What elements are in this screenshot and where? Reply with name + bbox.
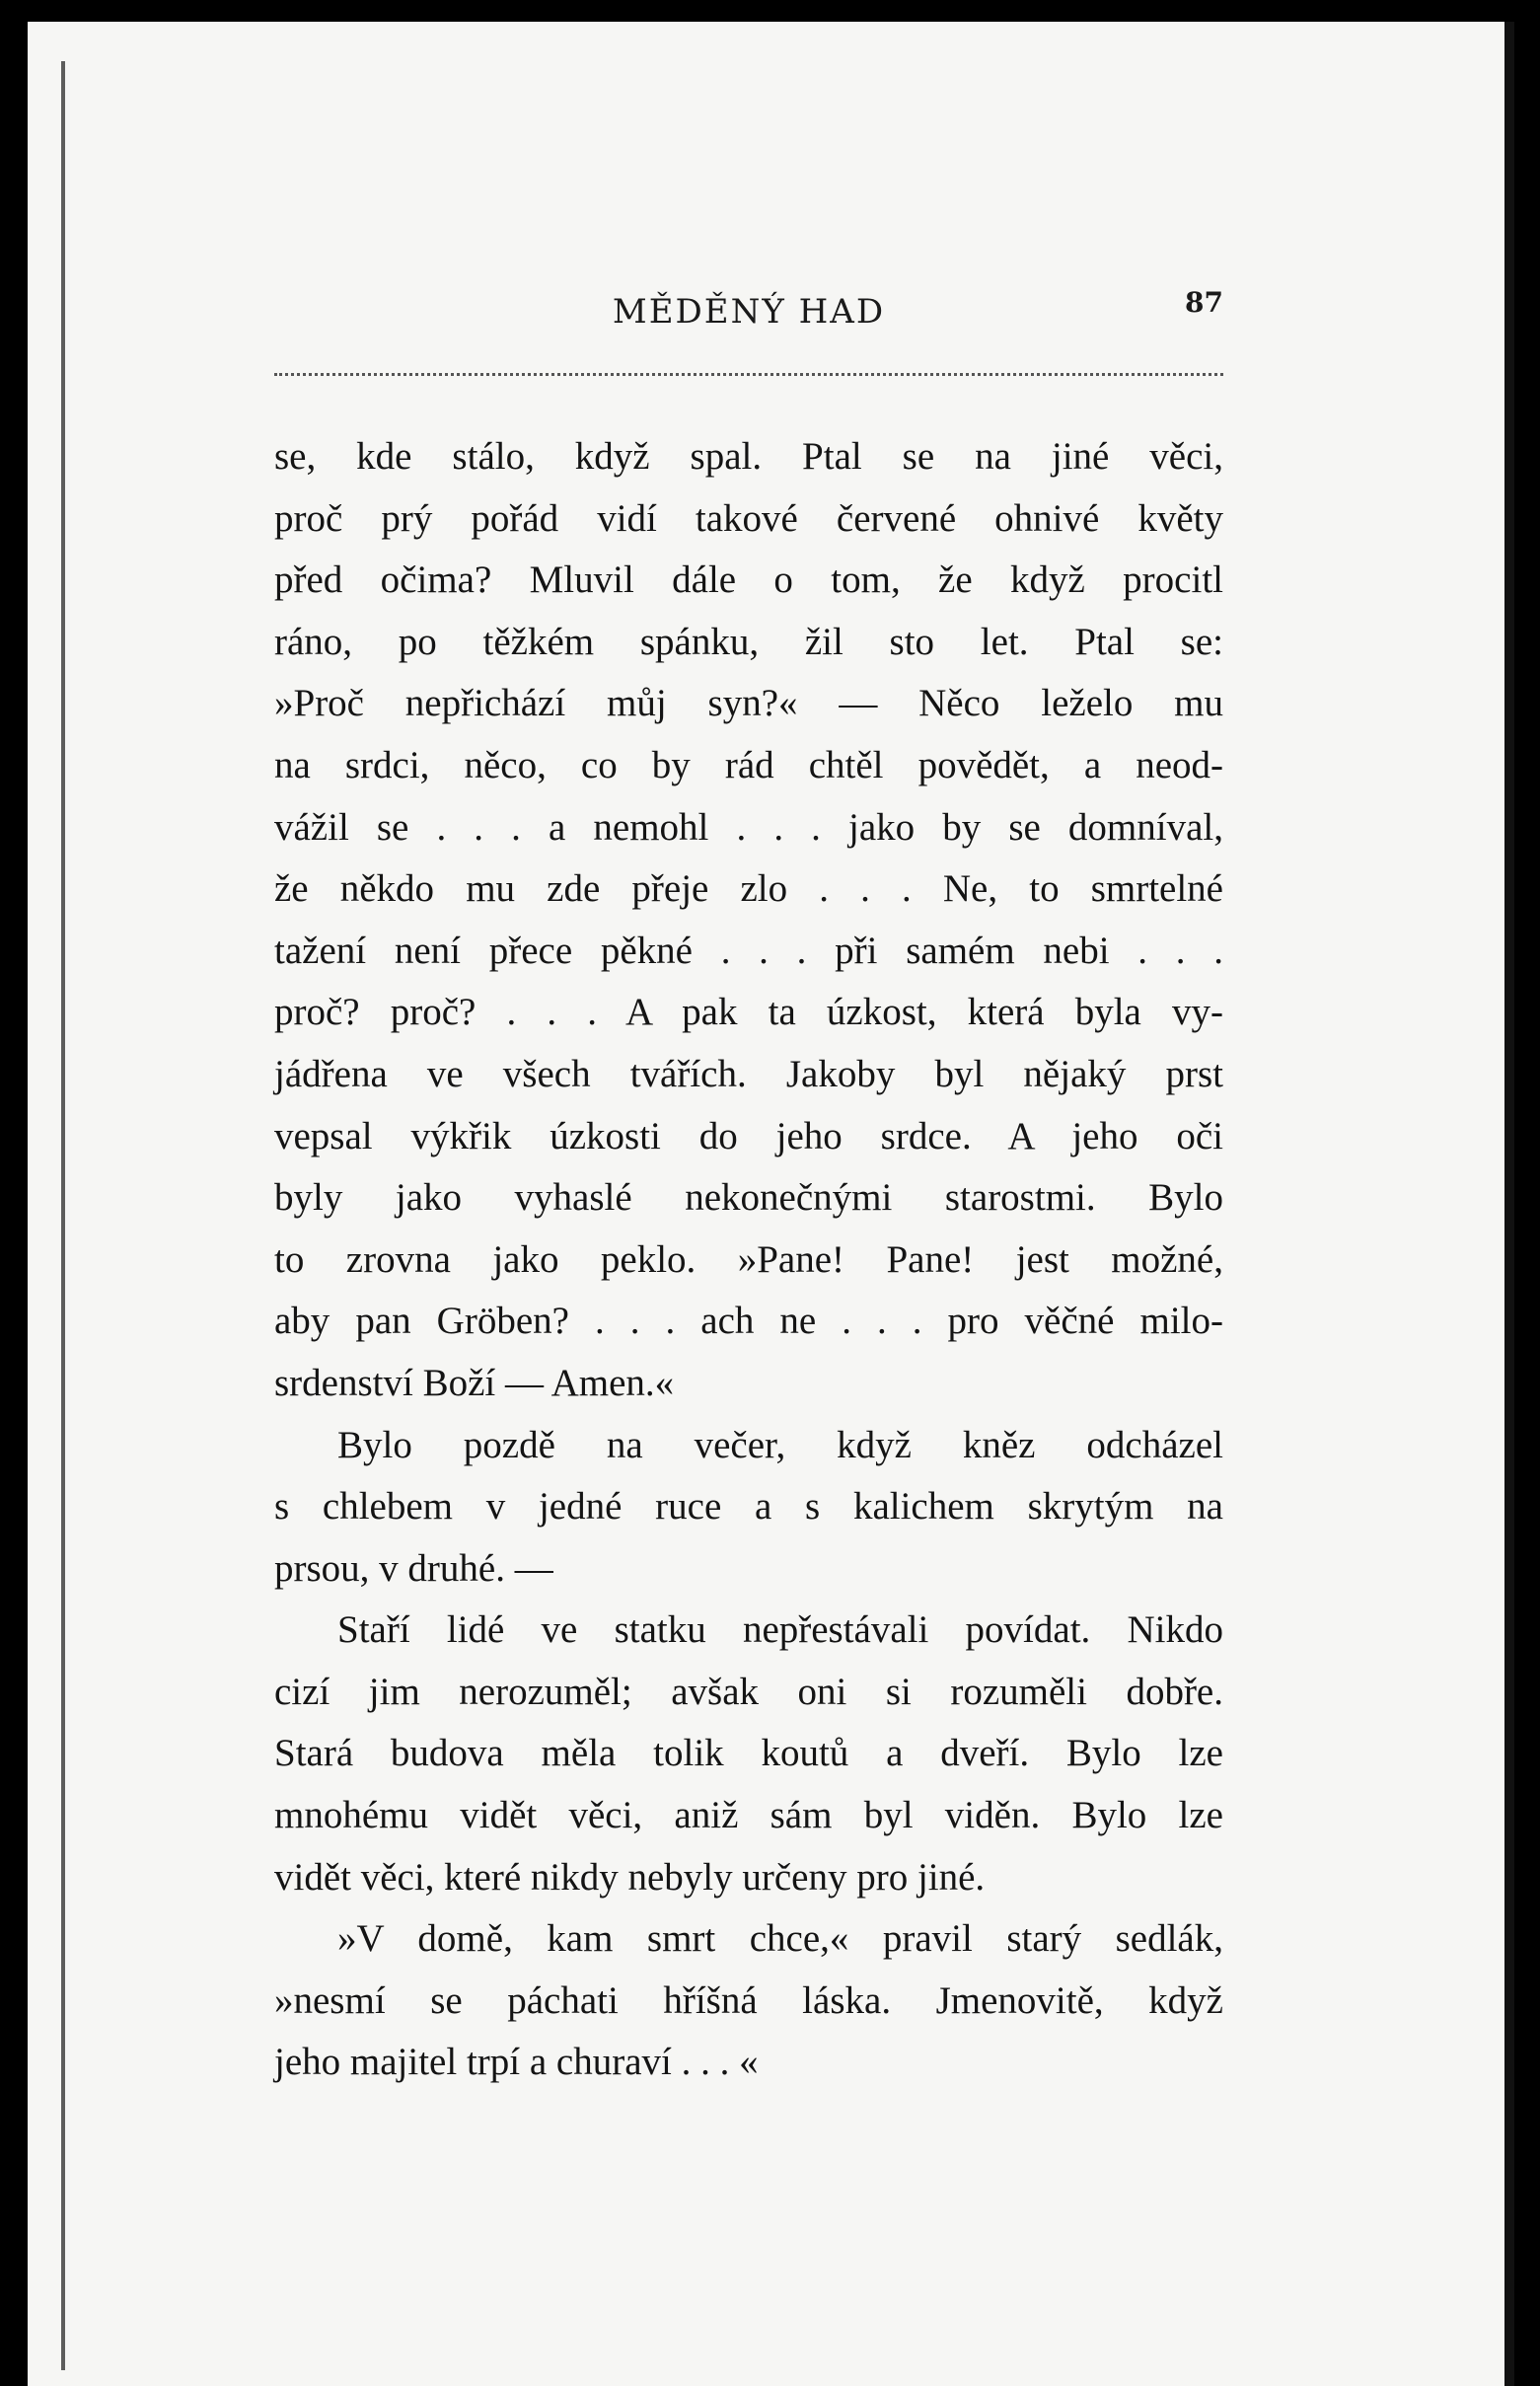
text-line: to zrovna jako peklo. »Pane! Pane! jest možné, (274, 1237, 1223, 1281)
text-line: byly jako vyhaslé nekonečnými starostmi. Bylo (274, 1176, 1223, 1220)
text-line: mnohému vidět věci, aniž sám byl viděn. Bylo lze (274, 1794, 1223, 1837)
paragraph-start-line: Bylo pozdě na večer, když kněz odcházel (337, 1423, 1223, 1466)
text-line: aby pan Gröben? . . . ach ne . . . pro věčné milo- (274, 1300, 1223, 1343)
text-line: cizí jim nerozuměl; avšak oni si rozuměli dobře. (274, 1670, 1223, 1713)
text-line: vepsal výkřik úzkosti do jeho srdce. A jeho oči (274, 1114, 1223, 1157)
text-line: před očima? Mluvil dále o tom, že když procitl (274, 559, 1223, 602)
text-line: tažení není přece pěkné . . . při samém nebi . . . (274, 929, 1223, 972)
page-number: 87 (1185, 286, 1223, 319)
body-text (274, 426, 1223, 2094)
page-gutter-shadow (61, 61, 65, 2370)
paragraph-end-line: prsou, v druhé. — (274, 1546, 553, 1590)
text-line: Stará budova měla tolik koutů a dveří. Bylo lze (274, 1732, 1223, 1775)
text-line: ráno, po těžkém spánku, žil sto let. Ptal se: (274, 620, 1223, 663)
text-line: proč prý pořád vidí takové červené ohnivé květy (274, 496, 1223, 540)
paragraph-end-line: vidět věci, které nikdy nebyly určeny pro jiné. (274, 1855, 986, 1899)
paragraph-end-line: srdenství Boží — Amen.« (274, 1361, 675, 1404)
paragraph-start-line: »V domě, kam smrt chce,« pravil starý sedlák, (337, 1917, 1223, 1961)
text-line: proč? proč? . . . A pak ta úzkost, která byla vy- (274, 991, 1223, 1034)
page-edge (1504, 22, 1514, 2386)
text-line: »nesmí se páchati hříšná láska. Jmenovitě, když (274, 1978, 1223, 2022)
page-header (274, 286, 1223, 336)
paragraph-start-line: Staří lidé ve statku nepřestávali povídat. Nikdo (337, 1608, 1223, 1652)
text-line: »Proč nepřichází můj syn?« — Něco leželo mu (274, 682, 1223, 725)
text-line: se, kde stálo, když spal. Ptal se na jiné věci, (274, 435, 1223, 478)
text-line: jádřena ve všech tvářích. Jakoby byl nějaký prst (274, 1052, 1223, 1095)
running-title: MĚDĚNÝ HAD (612, 292, 886, 332)
paragraph-end-line: jeho majitel trpí a churaví . . . « (274, 2041, 759, 2084)
text-line: na srdci, něco, co by rád chtěl povědět, a neod- (274, 743, 1223, 786)
header-rule (274, 373, 1223, 376)
text-line: že někdo mu zde přeje zlo . . . Ne, to smrtelné (274, 867, 1223, 911)
text-line: s chlebem v jedné ruce a s kalichem skrytým na (274, 1485, 1223, 1529)
text-line: vážil se . . . a nemohl . . . jako by se domníval, (274, 805, 1223, 849)
